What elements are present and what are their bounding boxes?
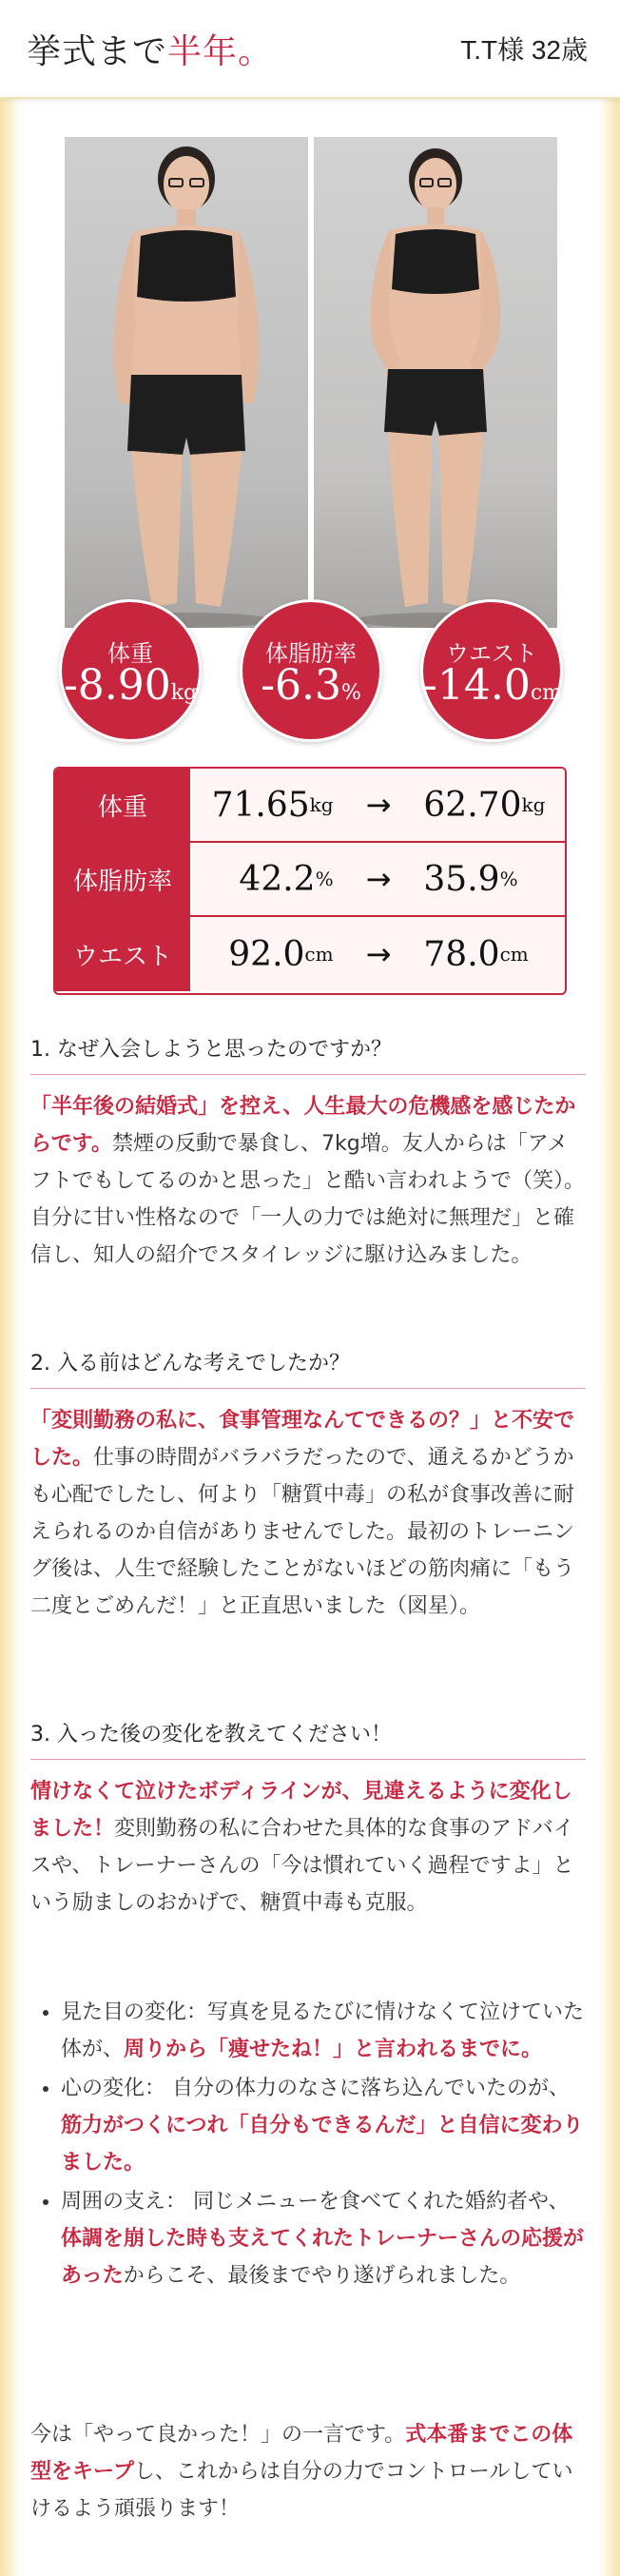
q3-section — [30, 1718, 586, 1922]
stat-row-bodyfat — [55, 843, 565, 917]
circle-label: ウエスト — [446, 640, 537, 667]
q3-bullets-section — [30, 1994, 586, 2296]
closing-text: 今は「やって良かった！」の一言です。式本番までこの体型をキープし、これからは自分の力でコントロールしていけるよう頑張ります！ — [30, 2423, 573, 2521]
stat-value: 92.0 cm → 78.0 cm — [192, 917, 565, 991]
waist-circle — [420, 599, 563, 742]
stat-value: 42.2 % → 35.9 % — [192, 843, 565, 915]
stat-row-waist — [55, 917, 565, 991]
title-main: 挙式まで — [27, 31, 168, 71]
list-item: • 周囲の支え： 同じメニューを食べてくれた婚約者や、体調を崩した時も支えてくれたトレーナーさんの応援があったからこそ、最後までやり遂げられました。 — [61, 2183, 586, 2294]
q1-section — [30, 1033, 586, 1274]
q3-emphasis: 情けなくて泣けたボディラインが、見違えるように変化しました！ — [30, 1780, 572, 1841]
closing-section — [30, 2403, 586, 2527]
q3-heading: 3. 入った後の変化を教えてください！ — [30, 1718, 586, 1760]
q1-emphasis: 「半年後の結婚式」を控え、人生最大の危機感を感じたからです。 — [30, 1095, 576, 1156]
q3-body: 変則勤務の私に合わせた具体的な食事のアドバイスや、トレーナーさんの「今は慣れていく過程ですよ」という励ましのおかげで、糖質中毒も克服。 — [30, 1817, 574, 1915]
page-header — [0, 0, 620, 99]
before-photo — [65, 137, 308, 628]
change-list — [61, 1994, 586, 2294]
after-figure-image — [314, 137, 557, 628]
q1-heading: 1. なぜ入会しようと思ったのですか？ — [30, 1033, 586, 1075]
after-photo — [314, 137, 557, 628]
circle-label: 体脂肪率 — [265, 640, 357, 667]
arrow-icon: → — [365, 861, 392, 897]
stat-label: ウエスト — [55, 917, 192, 991]
circle-value: -6.3% — [261, 661, 361, 710]
stat-value: 71.65 kg → 62.70 kg — [192, 769, 565, 841]
q2-emphasis: 「変則勤務の私に、食事管理なんてできるの？」と不安でした。 — [30, 1409, 575, 1470]
q1-answer — [30, 1088, 586, 1274]
q2-answer — [30, 1402, 586, 1625]
q2-section — [30, 1347, 586, 1625]
stats-table — [53, 767, 567, 995]
arrow-icon: → — [365, 936, 392, 972]
weight-circle — [59, 599, 202, 742]
circle-value: -14.0cm — [423, 661, 563, 710]
customer-name: T.T様 32歳 — [460, 35, 588, 65]
q2-body: 仕事の時間がバラバラだったので、通えるかどうかも心配でしたし、何より「糖質中毒」の私が食事改善に耐えられるのか自信がありませんでした。最初のトレーニング後は、人生で経験したことがないほどの筋肉痛に「もう二度とごめんだ！」と正直思いました（図星）。 — [30, 1446, 575, 1618]
q2-heading: 2. 入る前はどんな考えでしたか？ — [30, 1347, 586, 1389]
stat-row-weight — [55, 769, 565, 843]
circle-label: 体重 — [107, 640, 153, 667]
q1-body: 禁煙の反動で暴食し、7kg増。友人からは「アメフトでもしてるのかと思った」と酷い言われようで（笑）。自分に甘い性格なので「一人の力では絶対に無理だ」と確信し、知人の紹介でスタイレッジに駆け込みました。 — [30, 1132, 586, 1267]
list-item: • 見た目の変化：写真を見るたびに情けなくて泣けていた体が、周りから「痩せたね！」と言われるまでに。 — [61, 1994, 586, 2068]
before-figure-image — [65, 137, 308, 628]
bodyfat-circle — [240, 599, 382, 742]
stat-label: 体脂肪率 — [55, 843, 192, 915]
q3-answer — [30, 1773, 586, 1922]
title-accent: 半年。 — [167, 31, 274, 71]
list-item: • 心の変化： 自分の体力のなさに落ち込んでいたのが、筋力がつくにつれ「自分もできるんだ」と自信に変わりました。 — [61, 2070, 586, 2181]
arrow-icon: → — [365, 787, 392, 823]
page-title — [27, 25, 273, 73]
before-after-photos — [65, 137, 557, 628]
result-circles — [59, 599, 563, 742]
circle-value: -8.90kg — [63, 661, 198, 710]
stat-label: 体重 — [55, 769, 192, 841]
